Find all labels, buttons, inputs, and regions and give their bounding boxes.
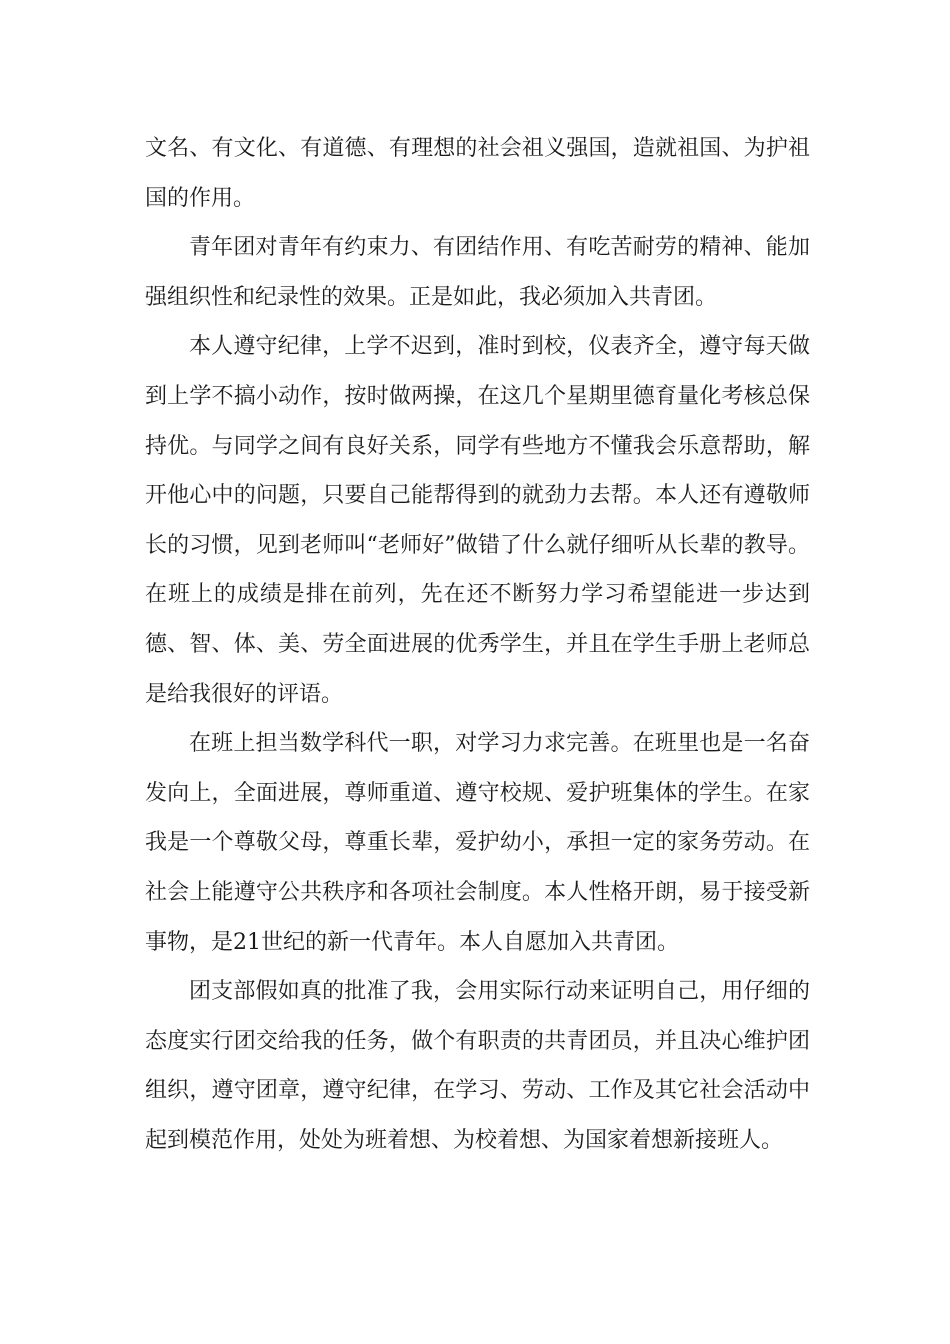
document-body	[145, 124, 810, 1165]
paragraph-3: 本人遵守纪律，上学不迟到，准时到校，仪表齐全，遵守每天做到上学不搞小动作，按时做两操，在这几个星期里德育量化考核总保持优。与同学之间有良好关系，同学有些地方不懂我会乐意帮助，解开他心中的问题，只要自己能帮得到的就劲力去帮。本人还有遵敬师长的习惯，见到老师叫“老师好”做错了什么就仔细听从长辈的教导。在班上的成绩是排在前列，先在还不断努力学习希望能进一步达到德、智、体、美、劳全面进展的优秀学生，并且在学生手册上老师总是给我很好的评语。	[145, 334, 810, 707]
paragraph-4: 在班上担当数学科代一职，对学习力求完善。在班里也是一名奋发向上，全面进展，尊师重道、遵守校规、爱护班集体的学生。在家我是一个尊敬父母，尊重长辈，爱护幼小，承担一定的家务劳动。在社会上能遵守公共秩序和各项社会制度。本人性格开朗，易于接受新事物，是21世纪的新一代青年。本人自愿加入共青团。	[145, 731, 810, 955]
paragraph-2: 青年团对青年有约束力、有团结作用、有吃苦耐劳的精神、能加强组织性和纪录性的效果。正是如此，我必须加入共青团。	[145, 235, 810, 310]
paragraph-5: 团支部假如真的批准了我，会用实际行动来证明自己，用仔细的态度实行团交给我的任务，做个有职责的共青团员，并且决心维护团组织，遵守团章，遵守纪律，在学习、劳动、工作及其它社会活动中起到模范作用，处处为班着想、为校着想、为国家着想新接班人。	[145, 979, 810, 1153]
paragraph-1: 文名、有文化、有道德、有理想的社会祖义强国，造就祖国、为护祖国的作用。	[145, 136, 810, 211]
